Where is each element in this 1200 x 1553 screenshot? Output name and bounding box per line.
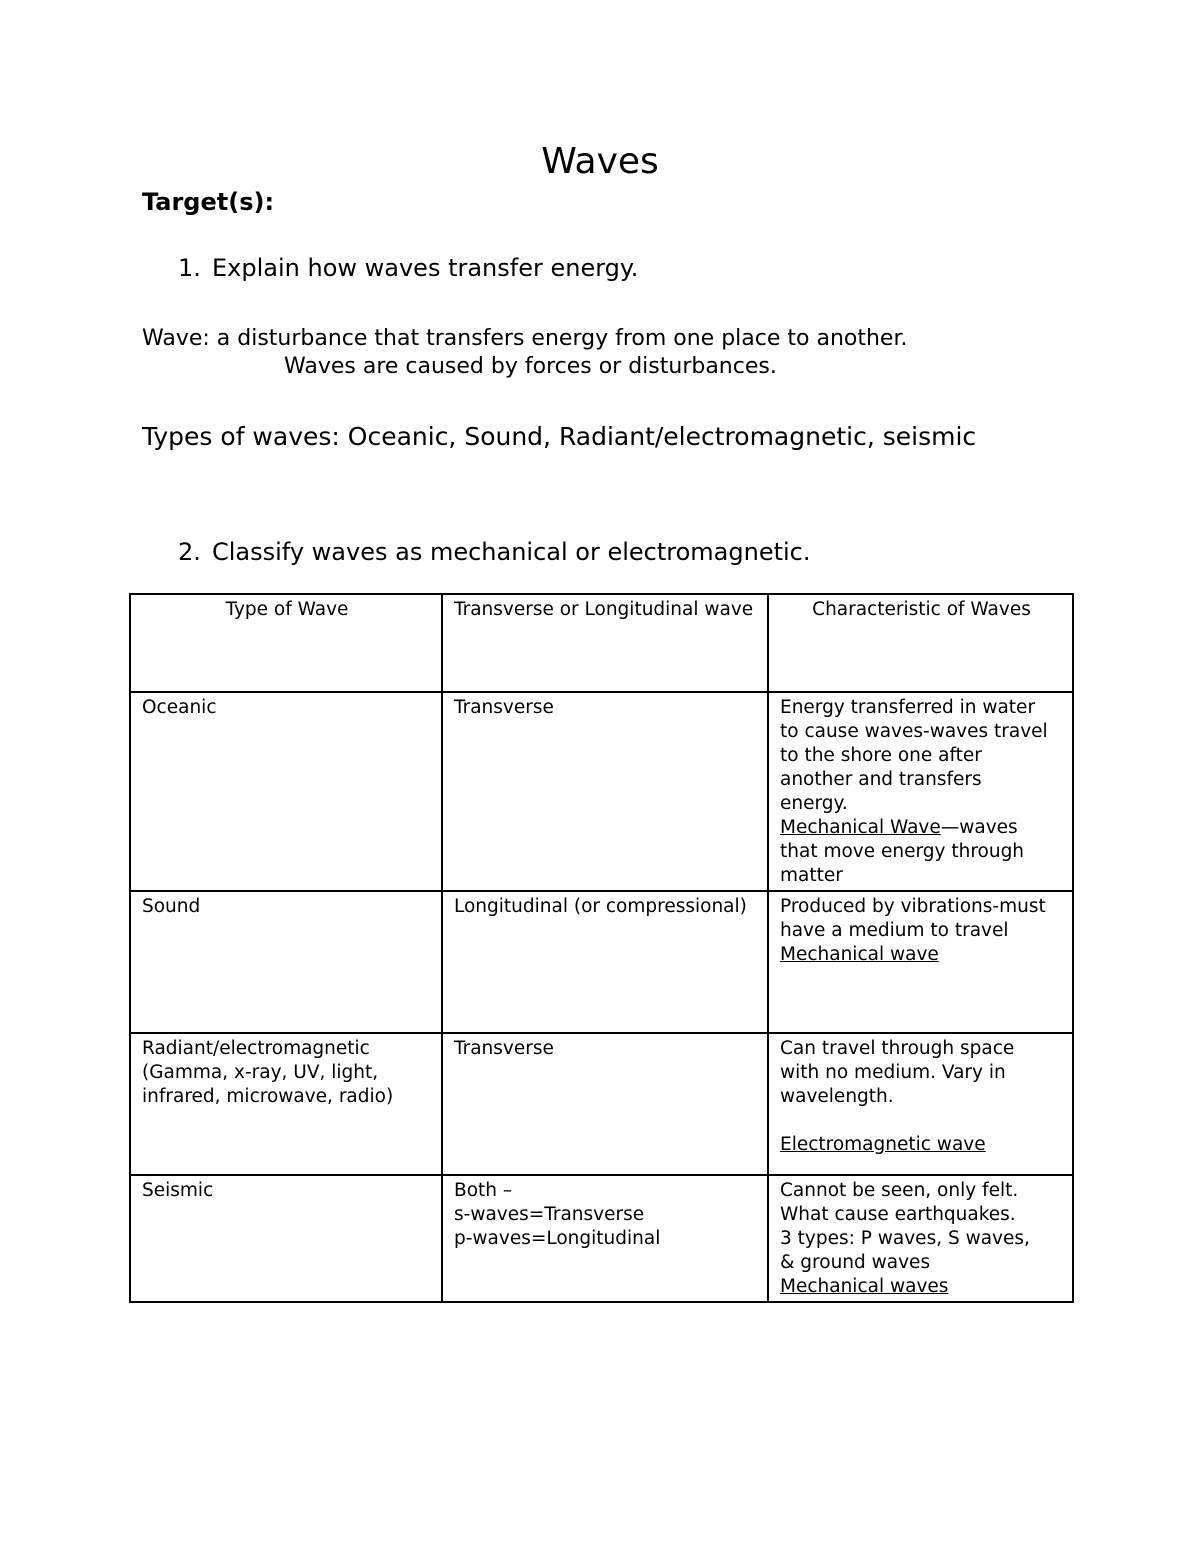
classification-suffix: —waves xyxy=(940,817,1018,838)
wave-type: Seismic xyxy=(142,1180,214,1201)
wave-characteristic-cell xyxy=(768,1033,1073,1175)
types-of-waves: Types of waves: Oceanic, Sound, Radiant/electromagnetic, seismic xyxy=(142,422,977,451)
characteristic-line: & ground waves xyxy=(780,1252,931,1273)
wave-characteristic-cell xyxy=(768,1175,1073,1302)
characteristic-line: Energy transferred in water xyxy=(780,697,1036,718)
target-1 xyxy=(178,252,638,284)
characteristic-line: Cannot be seen, only felt. xyxy=(780,1180,1019,1201)
wave-motion: Both – xyxy=(454,1180,513,1201)
wave-motion: Transverse xyxy=(454,1038,554,1059)
wave-type-cell xyxy=(130,891,442,1033)
characteristic-line: Produced by vibrations-must xyxy=(780,896,1046,917)
characteristic-line: matter xyxy=(780,865,843,886)
waves-table xyxy=(129,593,1074,1303)
wave-characteristic-cell xyxy=(768,891,1073,1033)
characteristic-line: to cause waves-waves travel xyxy=(780,721,1048,742)
wave-motion-cell xyxy=(442,891,768,1033)
wave-type-examples: infrared, microwave, radio) xyxy=(142,1086,394,1107)
table-header-row xyxy=(130,594,1073,692)
wave-classification: Mechanical Wave xyxy=(780,817,941,838)
table-row xyxy=(130,692,1073,891)
wave-type: Oceanic xyxy=(142,697,217,718)
characteristic-line: another and transfers xyxy=(780,769,982,790)
characteristic-line: 3 types: P waves, S waves, xyxy=(780,1228,1030,1249)
wave-motion: s-waves=Transverse xyxy=(454,1204,645,1225)
page-title: Waves xyxy=(541,141,659,182)
characteristic-line: Can travel through space xyxy=(780,1038,1015,1059)
characteristic-line: that move energy through xyxy=(780,841,1025,862)
header-transverse-or-longitudinal: Transverse or Longitudinal wave xyxy=(442,594,768,692)
spacer xyxy=(780,1109,1063,1133)
target-1-number: 1. xyxy=(178,254,201,282)
wave-motion-cell xyxy=(442,1175,768,1302)
wave-type: Radiant/electromagnetic xyxy=(142,1038,370,1059)
table-row xyxy=(130,1033,1073,1175)
classification-line xyxy=(780,816,1063,840)
wave-type-examples: (Gamma, x-ray, UV, light, xyxy=(142,1062,379,1083)
header-characteristic: Characteristic of Waves xyxy=(768,594,1073,692)
characteristic-line: with no medium. Vary in xyxy=(780,1062,1006,1083)
targets-heading: Target(s): xyxy=(142,188,275,216)
wave-type-cell xyxy=(130,692,442,891)
wave-motion-cell xyxy=(442,1033,768,1175)
target-2-number: 2. xyxy=(178,538,201,566)
characteristic-line: have a medium to travel xyxy=(780,920,1009,941)
wave-characteristic-cell xyxy=(768,692,1073,891)
target-2 xyxy=(178,536,811,568)
characteristic-line: to the shore one after xyxy=(780,745,982,766)
header-type-of-wave: Type of Wave xyxy=(130,594,442,692)
wave-type: Sound xyxy=(142,896,201,917)
wave-motion-cell xyxy=(442,692,768,891)
wave-motion: Transverse xyxy=(454,697,554,718)
wave-type-cell xyxy=(130,1033,442,1175)
characteristic-line: What cause earthquakes. xyxy=(780,1204,1016,1225)
wave-classification: Mechanical waves xyxy=(780,1276,949,1297)
table-row xyxy=(130,891,1073,1033)
wave-classification: Mechanical wave xyxy=(780,944,939,965)
wave-cause: Waves are caused by forces or disturbances. xyxy=(284,354,777,379)
characteristic-line: wavelength. xyxy=(780,1086,894,1107)
wave-type-cell xyxy=(130,1175,442,1302)
target-2-text: Classify waves as mechanical or electromagnetic. xyxy=(212,538,811,566)
wave-motion: p-waves=Longitudinal xyxy=(454,1228,661,1249)
target-1-text: Explain how waves transfer energy. xyxy=(212,254,639,282)
table-row xyxy=(130,1175,1073,1302)
characteristic-line: energy. xyxy=(780,793,848,814)
wave-motion: Longitudinal (or compressional) xyxy=(454,896,747,917)
wave-classification: Electromagnetic wave xyxy=(780,1134,986,1155)
wave-definition: Wave: a disturbance that transfers energy from one place to another. xyxy=(142,326,908,351)
